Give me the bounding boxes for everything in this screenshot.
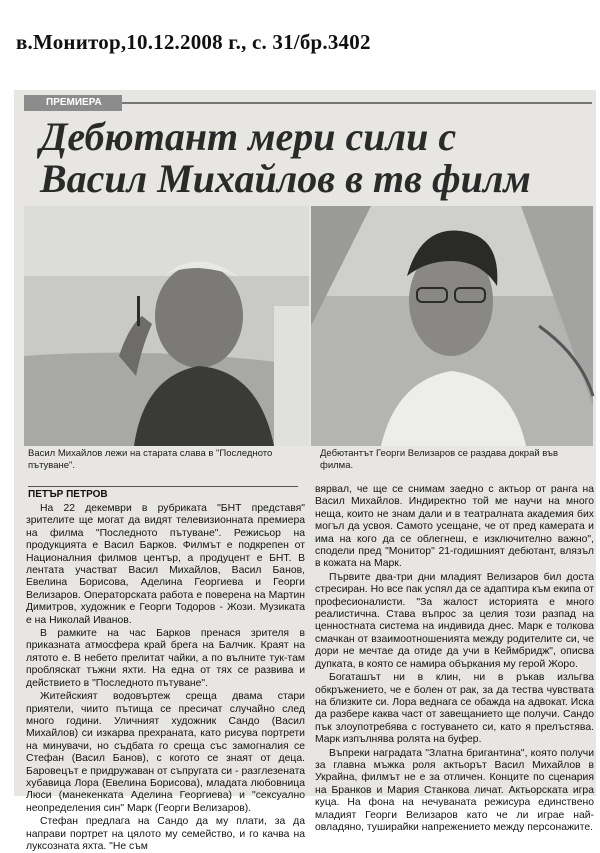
paragraph: Житейският водовъртеж среща двама стари приятели, чиито пътища се пресичат случайно след много години. Уличният художник Сандо (Васил Михайлов) си изкарва прехраната, като рисува портрети на минувачи, но съдбата го среща със замогналия се Стефан (Васил Банов), с когото се знаят от деца. Баровецът е придружаван от съпругата си - разглезената хубавица Лора (Евелина Борисова), младата любовница Люси (манекенката Аделина Георгиева) и "сексуално неопределения син" Марк (Георги Велизаров). xyxy=(26,691,305,814)
article-column-right xyxy=(315,484,594,833)
citation-header: в.Монитор,10.12.2008 г., с. 31/бр.3402 xyxy=(16,30,371,54)
photo-vasil-mihaylov xyxy=(24,206,309,446)
paragraph: вярвал, че ще се снимам заедно с актьор от ранга на Васил Михайлов. Индиректно той ме научи на много неща, които не знам дали и в театралната академия бих могъл да усвоя. Самото усещане, че от пред камерата и има на кого да се облегнеш, е изключително важно", сподели пред "Монитор" 21-годишният дебютант, влязъл в кожата на Марк. xyxy=(315,484,594,570)
headline-line-2: Васил Михайлов в тв филм xyxy=(40,156,531,201)
section-divider xyxy=(122,102,592,104)
paragraph: Стефан предлага на Сандо да му плати, за да направи портрет на цялото му семейство, и го качва на луксозната яхта. "Не съм xyxy=(26,816,305,852)
photo-georgi-velizarov xyxy=(311,206,593,446)
paragraph: Богаташът ни в клин, ни в ръкав изльгва обкръжението, че е болен от рак, за да тества чувствата на близките си. Лора веднага се обажда на адвокат. Иска да разбере каква част от завещанието ще получи. Сандо пък злоупотребява с гостуването си, като я прелъстява. Марк изпълнява ролята на буфер. xyxy=(315,672,594,746)
headline xyxy=(40,116,590,200)
paragraph: Първите два-три дни младият Велизаров бил доста стресиран. Но все пак успял да се адаптира към екипа от професионалисти. "За жалост историята е много реалистична. Става въпрос за целия този разпад на ценностната система на индивида днес. Марк е толкова смачкан от взаимоотношенията между родителите си, че дори не мечтае да отиде да учи в Кеймбридж", описва дупката, в която се намира объркания му герой Жоро. xyxy=(315,571,594,670)
paragraph: Въпреки наградата "Златна бригантина", която получи за главна мъжка роля актьорът Васил Михайлов в Украйна, филмът не е за отличен. Конците по сценария на Бранков и Мария Станкова личат. Актьорската игра куца. На фона на нечуваната режисура единствено младият Георги Велизаров като че ли играе най-овладяно, туширайки напрежението между персонажите. xyxy=(315,747,594,833)
article-column-left xyxy=(26,503,305,852)
section-label: ПРЕМИЕРА xyxy=(24,95,122,111)
photo-caption-left: Васил Михайлов лежи на старата слава в "Последното пътуване". xyxy=(28,448,273,471)
author-byline: ПЕТЪР ПЕТРОВ xyxy=(28,486,298,500)
paragraph: На 22 декември в рубриката "БНТ представя" зрителите ще могат да видят телевизионната премиера на филма "Последното пътуване". Режисьор на продукцията е Васил Барков. Филмът е подкрепен от Националния филмов център, а продуцент е БНТ. В лентата участват Васил Михайлов, Васил Банов, Евелина Борисова, Аделина Георгиева и Георги Велизаров. Операторската работа е поверена на Мартин Димитров, художник е Георги Тодоров - Жози. Музиката е на Николай Иванов. xyxy=(26,503,305,626)
newspaper-clipping xyxy=(14,90,596,852)
photo-caption-right: Дебютантът Георги Велизаров се раздава докрай във филма. xyxy=(320,448,559,471)
headline-line-1: Дебютант мери сили с xyxy=(40,114,457,159)
paragraph: В рамките на час Барков пренася зрителя в приказната атмосфера край брега на Балчик. Краят на лятото е. В небето прелитат чайки, а по вълните тук-там пробляскат тъжни яхти. На една от тях се развива и действието в "Последното пътуване". xyxy=(26,628,305,689)
